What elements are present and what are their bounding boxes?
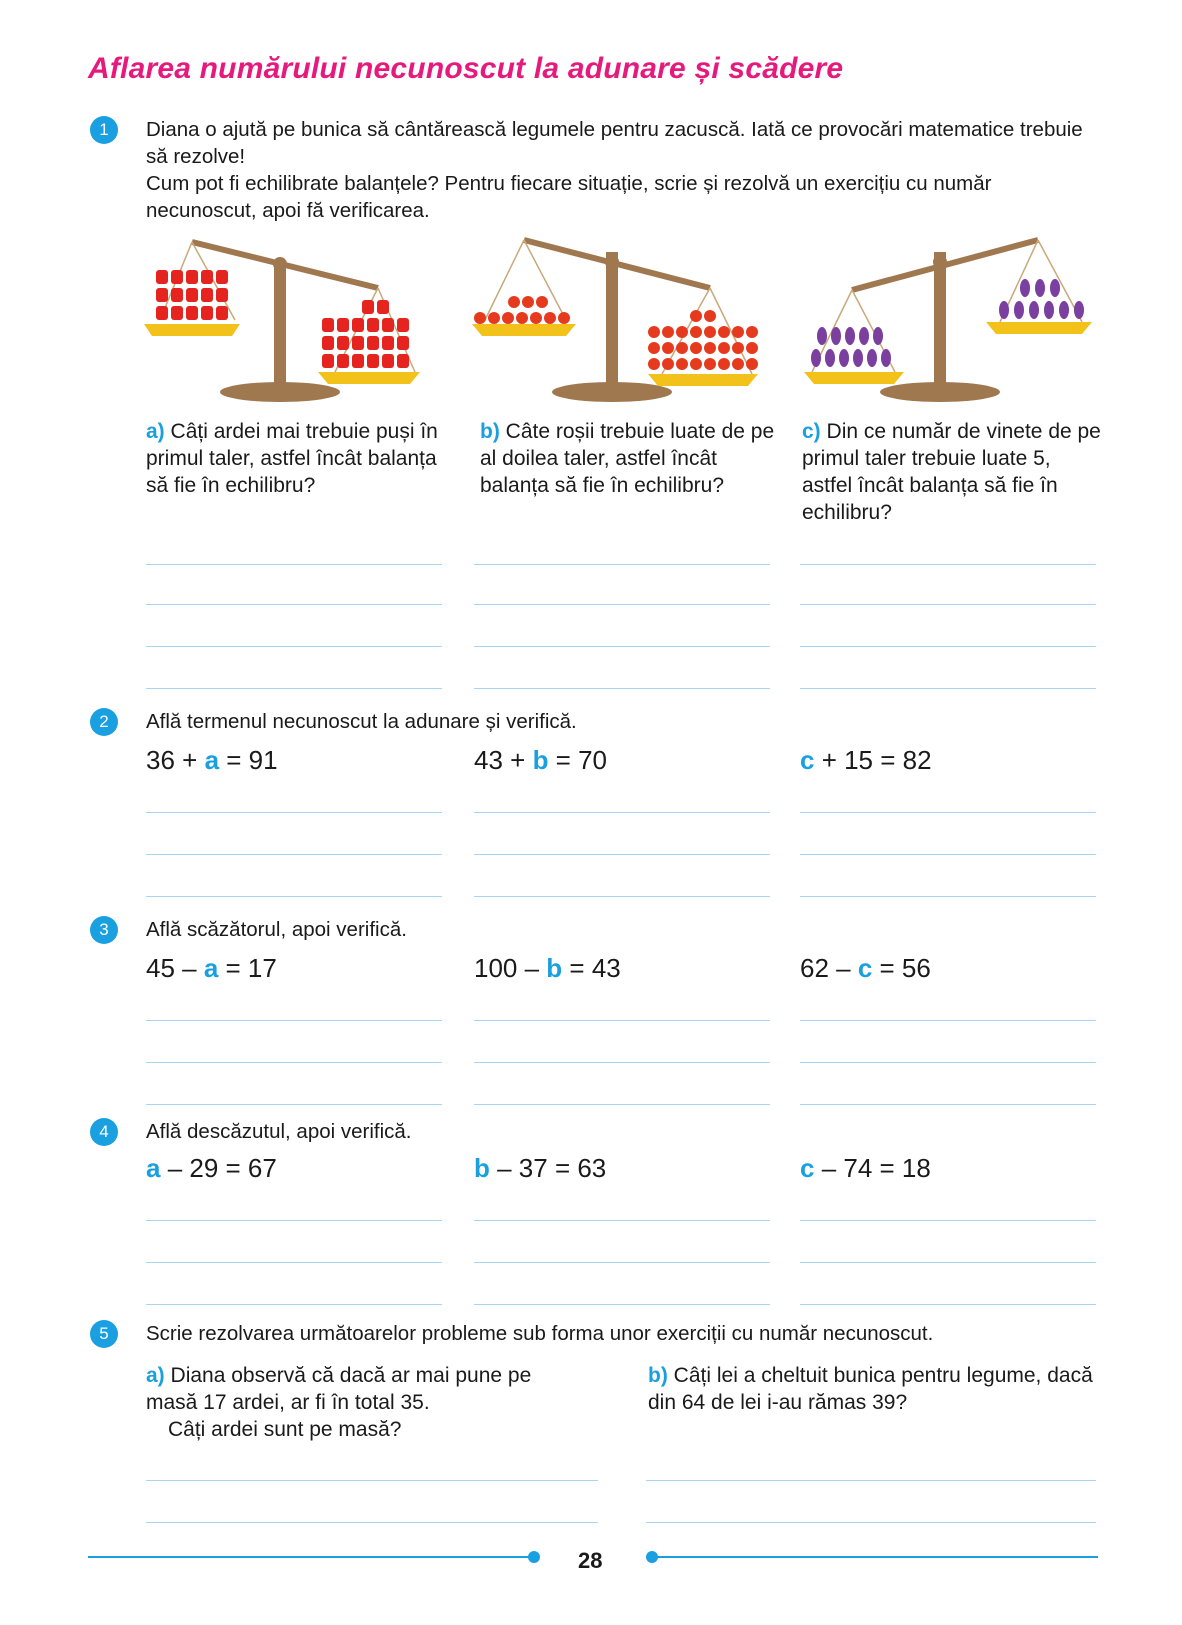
answer-line[interactable]	[474, 646, 770, 647]
footer-dot-left	[528, 1551, 540, 1563]
footer-rule-left	[88, 1556, 534, 1558]
answer-line[interactable]	[146, 1522, 598, 1523]
answer-line[interactable]	[146, 1262, 442, 1263]
scale-tomatoes-illustration	[472, 232, 772, 402]
answer-line[interactable]	[474, 604, 770, 605]
ex3-equation-a: 45 – a = 17	[146, 953, 277, 983]
answer-line[interactable]	[146, 1220, 442, 1221]
answer-line[interactable]	[474, 1304, 770, 1305]
answer-line[interactable]	[146, 688, 442, 689]
answer-line[interactable]	[146, 604, 442, 605]
eggplant-group-left	[811, 327, 891, 367]
ex2-instruction: Află termenul necunoscut la adunare și verifică.	[146, 710, 577, 733]
tomato-group-right	[648, 310, 758, 370]
answer-line[interactable]	[800, 1304, 1096, 1305]
answer-line[interactable]	[800, 854, 1096, 855]
ex1-intro-1: Diana o ajută pe bunica să cântărească legumele pentru zacuscă. Iată ce provocări matematice trebuie să rezolve!	[146, 118, 1083, 168]
exercise-3-number: 3	[90, 916, 118, 944]
answer-line[interactable]	[646, 1522, 1096, 1523]
answer-line[interactable]	[146, 1104, 442, 1105]
answer-line[interactable]	[474, 1262, 770, 1263]
answer-line[interactable]	[800, 1220, 1096, 1221]
scale-peppers-illustration	[140, 232, 440, 402]
answer-line[interactable]	[800, 688, 1096, 689]
ex1-question-b: b) Câte roșii trebuie luate de pe al doilea taler, astfel încât balanța să fie în echilibru?	[480, 420, 775, 497]
footer-rule-right	[656, 1556, 1098, 1558]
answer-line[interactable]	[474, 688, 770, 689]
ex4-instruction: Află descăzutul, apoi verifică.	[146, 1120, 412, 1143]
answer-line[interactable]	[474, 896, 770, 897]
ex5-instruction: Scrie rezolvarea următoarelor probleme sub forma unor exerciții cu număr necunoscut.	[146, 1322, 934, 1345]
answer-line[interactable]	[800, 604, 1096, 605]
exercise-1-number: 1	[90, 116, 118, 144]
answer-line[interactable]	[146, 1062, 442, 1063]
answer-line[interactable]	[146, 854, 442, 855]
answer-line[interactable]	[800, 1262, 1096, 1263]
ex5-problem-b: b) Câți lei a cheltuit bunica pentru legume, dacă din 64 de lei i-au rămas 39?	[648, 1364, 1093, 1414]
ex2-equation-b: 43 + b = 70	[474, 745, 608, 775]
answer-line[interactable]	[800, 896, 1096, 897]
answer-line[interactable]	[800, 1104, 1096, 1105]
answer-line[interactable]	[800, 646, 1096, 647]
ex2-equation-a: 36 + a = 91	[146, 745, 278, 775]
ex1-intro-2: Cum pot fi echilibrate balanțele? Pentru fiecare situație, scrie și rezolvă un exercițiu cu număr necunoscut, apoi fă verificarea.	[146, 172, 992, 222]
answer-line[interactable]	[474, 1062, 770, 1063]
exercise-4-number: 4	[90, 1118, 118, 1146]
answer-line[interactable]	[146, 1480, 598, 1481]
exercise-5-number: 5	[90, 1320, 118, 1348]
answer-line[interactable]	[474, 854, 770, 855]
answer-line[interactable]	[146, 896, 442, 897]
pepper-group-left	[156, 270, 228, 320]
ex1-question-c: c) Din ce număr de vinete de pe primul taler trebuie luate 5, astfel încât balanța să fie în echilibru?	[802, 420, 1101, 524]
ex1-question-a: a) Câți ardei mai trebuie puși în primul taler, astfel încât balanța să fie în echilibru?	[146, 420, 438, 497]
answer-line[interactable]	[800, 1062, 1096, 1063]
exercise-2-number: 2	[90, 708, 118, 736]
answer-line[interactable]	[146, 646, 442, 647]
page-number: 28	[578, 1548, 603, 1573]
answer-line[interactable]	[474, 812, 770, 813]
ex4-equation-b: b – 37 = 63	[474, 1153, 607, 1183]
answer-line[interactable]	[800, 564, 1096, 565]
answer-line[interactable]	[146, 564, 442, 565]
answer-line[interactable]	[800, 812, 1096, 813]
ex3-equation-b: 100 – b = 43	[474, 953, 621, 983]
ex5-problem-a-question: Câți ardei sunt pe masă?	[168, 1418, 402, 1441]
ex3-equation-c: 62 – c = 56	[800, 953, 931, 983]
answer-line[interactable]	[474, 564, 770, 565]
ex2-equation-c: c + 15 = 82	[800, 745, 932, 775]
answer-line[interactable]	[646, 1480, 1096, 1481]
ex3-instruction: Află scăzătorul, apoi verifică.	[146, 918, 407, 941]
answer-line[interactable]	[146, 1020, 442, 1021]
page-title: Aflarea numărului necunoscut la adunare și scădere	[88, 52, 844, 85]
ex4-equation-a: a – 29 = 67	[146, 1153, 277, 1183]
answer-line[interactable]	[800, 1020, 1096, 1021]
scale-eggplants-illustration	[800, 232, 1100, 402]
answer-line[interactable]	[146, 1304, 442, 1305]
ex5-problem-a: a) Diana observă că dacă ar mai pune pe masă 17 ardei, ar fi în total 35.	[146, 1364, 532, 1414]
ex4-equation-c: c – 74 = 18	[800, 1153, 931, 1183]
pepper-group-right	[322, 300, 409, 368]
answer-line[interactable]	[146, 812, 442, 813]
answer-line[interactable]	[474, 1220, 770, 1221]
eggplant-group-right	[999, 279, 1084, 319]
answer-line[interactable]	[474, 1104, 770, 1105]
answer-line[interactable]	[474, 1020, 770, 1021]
